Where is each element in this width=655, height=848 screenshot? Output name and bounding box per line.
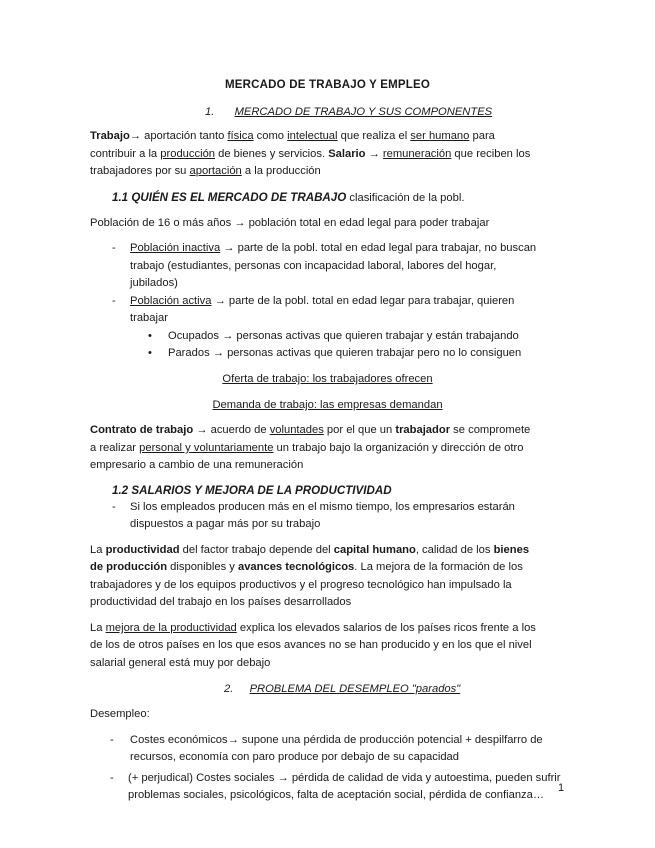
text: , calidad de los: [415, 544, 494, 556]
ocupados-item: Ocupados → personas activas que quieren trabajar y están trabajando: [168, 330, 519, 342]
term-ser-humano: ser humano: [410, 130, 470, 142]
oferta-line: [0, 371, 655, 389]
text: → aportación tanto: [129, 130, 228, 142]
dash-bullet: -: [110, 734, 114, 746]
section-1-title: MERCADO DE TRABAJO Y SUS COMPONENTES: [234, 106, 493, 118]
text: trabajadores por su: [90, 165, 190, 177]
productividad-line-2: [90, 559, 523, 577]
empleados-line-2: dispuestos a pagar más por su trabajo: [130, 518, 321, 530]
dash-bullet: -: [112, 242, 116, 254]
mejora-line-1: [90, 620, 536, 638]
text: para: [469, 130, 495, 142]
text: explica los elevados salarios de los países ricos frente a los: [236, 622, 536, 634]
section-2-title: PROBLEMA DEL DESEMPLEO "parados": [249, 683, 461, 695]
text: por el que un: [323, 424, 396, 436]
term-fisica: física: [227, 130, 254, 142]
term-trabajo: Trabajo: [90, 130, 130, 142]
term-trabajador: trabajador: [395, 424, 451, 436]
term-de-produccion: de producción: [90, 561, 168, 573]
document-title: MERCADO DE TRABAJO Y EMPLEO: [225, 79, 430, 91]
productividad-line-3: trabajadores y de los equipos productivos y el progreso tecnológico han impulsado la: [90, 579, 512, 591]
text: disponibles y: [167, 561, 238, 573]
text: que realiza el: [337, 130, 411, 142]
term-salario: Salario: [328, 148, 366, 160]
activa-line-1: [130, 293, 514, 311]
empleados-line-1: Si los empleados producen más en el mismo tiempo, los empresarios estarán: [130, 501, 515, 513]
term-remuneracion: remuneración: [382, 148, 452, 160]
text: → parte de la pobl. total en edad legal para trabajar, no buscan: [220, 242, 537, 254]
page-number: 1: [558, 782, 565, 794]
text: del factor trabajo depende del: [179, 544, 334, 556]
dash-bullet: -: [112, 295, 116, 307]
term-avances-tecnologicos: avances tecnológicos: [237, 561, 355, 573]
dash-bullet: -: [110, 772, 114, 784]
term-produccion: producción: [160, 148, 216, 160]
text: → acuerdo de: [193, 424, 270, 436]
poblacion-line: Población de 16 o más años → población total en edad legal para poder trabajar: [90, 217, 490, 229]
subsection-1-2-title: 1.2 SALARIOS Y MEJORA DE LA PRODUCTIVIDAD: [112, 484, 392, 497]
productividad-line-4: productividad del trabajo en los países desarrollados: [90, 596, 352, 608]
section-2-heading: [224, 681, 460, 699]
inactiva-line-1: [130, 240, 536, 258]
oferta-text: Oferta de trabajo: los trabajadores ofrecen: [222, 373, 433, 385]
costes-economicos-line-2: recursos, economía con paro produce por debajo de su capacidad: [130, 751, 459, 763]
text: que reciben los: [451, 148, 531, 160]
text: a realizar: [90, 442, 140, 454]
bullet-glyph: •: [148, 347, 152, 359]
term-voluntades: voluntades: [269, 424, 324, 436]
term-productividad: productividad: [105, 544, 180, 556]
activa-line-2: trabajar: [130, 312, 168, 324]
costes-sociales-line-1: (+ perjudical) Costes sociales → pérdida de calidad de vida y autoestima, pueden sufrir: [128, 772, 561, 784]
section-1-heading: [205, 104, 492, 122]
costes-economicos-line-1: Costes económicos→ supone una pérdida de producción potencial + despilfarro de: [130, 734, 543, 746]
demanda-text: Demanda de trabajo: las empresas demandan: [212, 399, 443, 411]
costes-sociales-line-2: problemas sociales, psicológicos, falta de aceptación social, pérdida de confianza…: [128, 789, 545, 801]
subsection-1-1-suffix: clasificación de la pobl.: [346, 192, 465, 204]
productividad-line-1: [90, 542, 529, 560]
section-1-number: 1.: [205, 106, 215, 118]
subsection-1-1-heading: [112, 189, 464, 208]
dash-bullet: -: [112, 501, 116, 513]
term-mejora-productividad: mejora de la productividad: [105, 622, 237, 634]
text: → parte de la pobl. total en edad legar para trabajar, quieren: [211, 295, 515, 307]
trabajo-line-2: [90, 146, 530, 164]
subsection-1-2-heading: [112, 482, 392, 501]
term-intelectual: intelectual: [287, 130, 338, 142]
text: de bienes y servicios.: [215, 148, 329, 160]
mejora-line-2: de los de otros países en los que esos avances no se han producido y en los que el nivel: [90, 639, 532, 651]
trabajo-line-1: [90, 128, 495, 146]
term-poblacion-inactiva: Población inactiva: [130, 242, 221, 254]
text: se compromete: [450, 424, 531, 436]
trabajo-line-3: [90, 163, 321, 181]
parados-item: Parados → personas activas que quieren trabajar pero no lo consiguen: [168, 347, 522, 359]
inactiva-line-2: trabajo (estudiantes, personas con incapacidad laboral, labores del hogar,: [130, 260, 497, 272]
text: a la producción: [241, 165, 321, 177]
demanda-line: [0, 397, 655, 415]
desempleo-label: Desempleo:: [90, 708, 150, 720]
term-aportacion: aportación: [189, 165, 242, 177]
contrato-line-3: empresario a cambio de una remuneración: [90, 459, 304, 471]
term-capital-humano: capital humano: [333, 544, 416, 556]
term-contrato: Contrato de trabajo: [90, 424, 194, 436]
inactiva-line-3: jubilados): [130, 277, 178, 289]
contrato-line-2: [90, 440, 523, 458]
term-poblacion-activa: Población activa: [130, 295, 212, 307]
term-bienes: bienes: [493, 544, 530, 556]
text: La: [90, 544, 106, 556]
mejora-line-3: salarial general está muy por debajo: [90, 657, 271, 669]
contrato-line-1: [90, 422, 530, 440]
text: contribuir a la: [90, 148, 161, 160]
term-personal-voluntariamente: personal y voluntariamente: [139, 442, 274, 454]
text: un trabajo bajo la organización y dirección de otro: [273, 442, 524, 454]
subsection-1-1-title: 1.1 QUIÉN ES EL MERCADO DE TRABAJO: [112, 191, 347, 204]
bullet-glyph: •: [148, 330, 152, 342]
section-2-number: 2.: [224, 683, 234, 695]
text: La: [90, 622, 106, 634]
text: como: [253, 130, 288, 142]
text: . La mejora de la formación de los: [354, 561, 523, 573]
text: →: [365, 148, 383, 160]
